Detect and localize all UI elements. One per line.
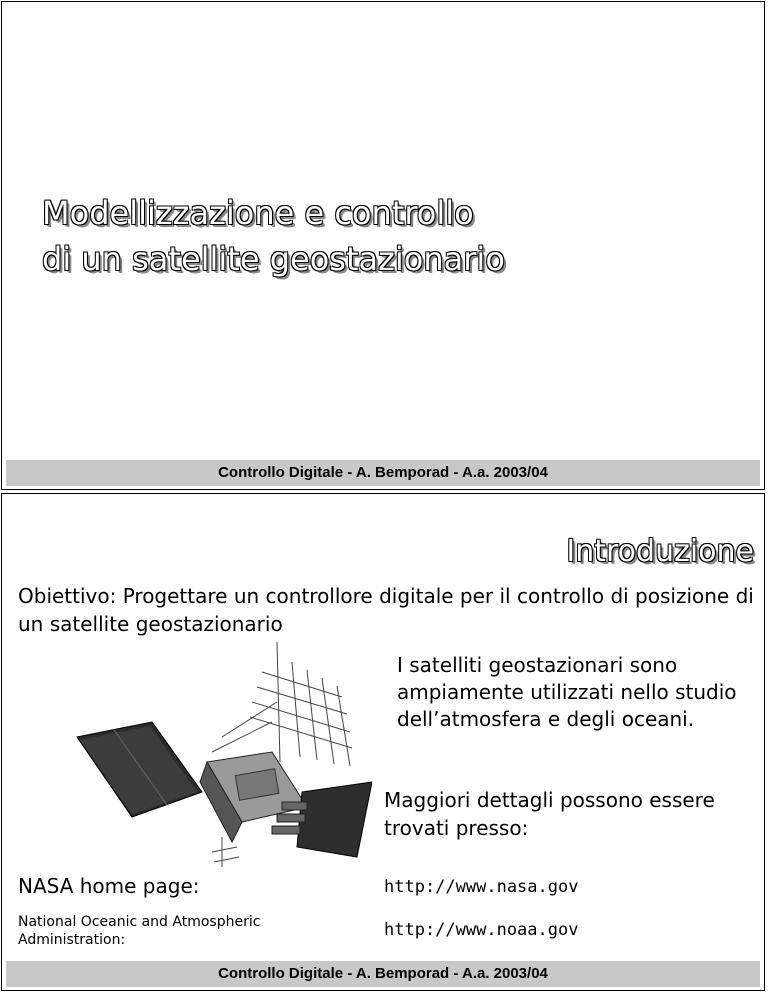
slide-title	[42, 190, 505, 282]
satellite-icon	[72, 642, 372, 872]
nasa-link[interactable]: http://www.nasa.gov	[384, 877, 579, 897]
introduction-slide	[1, 493, 765, 991]
noaa-label: National Oceanic and Atmospheric Administration:	[18, 914, 261, 948]
slide-footer: Controllo Digitale - A. Bemporad - A.a. 2003/04	[6, 460, 760, 486]
title-line-1: Modellizzazione e controllo	[42, 194, 474, 232]
description-text: I satelliti geostazionari sono ampiamente utilizzati nello studio dell’atmosfera e degli oceani.	[397, 653, 737, 731]
nasa-label: NASA home page:	[18, 874, 200, 898]
title-slide	[1, 1, 765, 490]
title-line-2: di un satellite geostazionario	[42, 240, 505, 278]
objective-text: Obiettivo: Progettare un controllore digitale per il controllo di posizione di un satellite geostazionario	[18, 584, 754, 636]
slide-title: Introduzione	[566, 534, 754, 569]
noaa-link[interactable]: http://www.noaa.gov	[384, 920, 579, 940]
details-text: Maggiori dettagli possono essere trovati presso:	[384, 788, 715, 840]
slide-footer: Controllo Digitale - A. Bemporad - A.a. 2003/04	[6, 961, 760, 987]
